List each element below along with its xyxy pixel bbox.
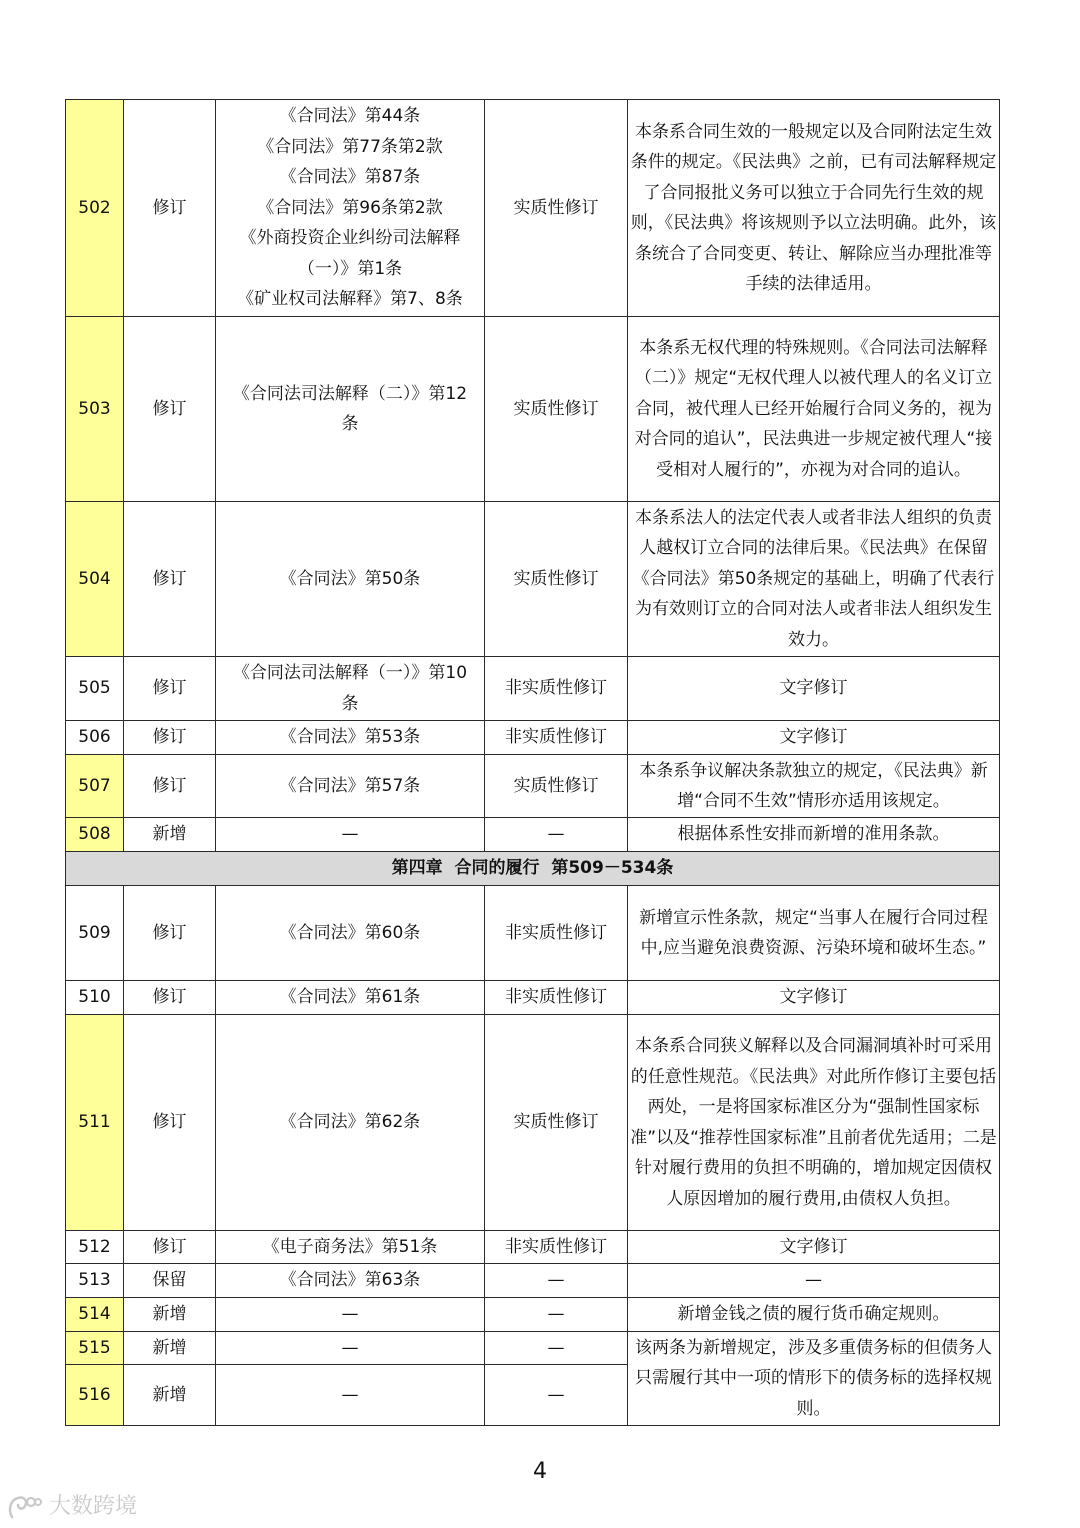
table-row (66, 981, 1000, 1015)
source-line: 《电子商务法》第51条 (262, 1236, 438, 1257)
revision-note: 本条系法人的法定代表人或者非法人组织的负责人越权订立合同的法律后果。《民法典》在保留《合同法》第50条规定的基础上，明确了代表行为有效则订立的合同对法人或者非法人组织发生效力。 (628, 502, 1000, 657)
revision-note: 文字修订 (628, 1231, 1000, 1264)
table-row (66, 1298, 1000, 1332)
article-number: 502 (66, 100, 124, 317)
revision-note: 本条系合同生效的一般规定以及合同附法定生效条件的规定。《民法典》之前，已有司法解释规定了合同报批义务可以独立于合同先行生效的规则，《民法典》将该规则予以立法明确。此外，该条统合了合同变更、转让、解除应当办理批准等手续的法律适用。 (628, 100, 1000, 317)
table-row (66, 100, 1000, 317)
revision-nature: 非实质性修订 (485, 1231, 628, 1264)
watermark-logo-icon (6, 1492, 42, 1522)
revision-type: 修订 (124, 502, 216, 657)
source-line: 《合同法》第63条 (279, 1270, 421, 1291)
table-row (66, 755, 1000, 818)
revision-nature: 非实质性修订 (485, 886, 628, 981)
source-line: 《合同法》第60条 (279, 922, 421, 943)
source-provisions (216, 1015, 485, 1231)
source-provisions (216, 721, 485, 755)
table-row (66, 317, 1000, 502)
source-line: 《合同法司法解释（二）》第12 (232, 383, 468, 404)
article-number: 503 (66, 317, 124, 502)
table-row (66, 1264, 1000, 1298)
revision-note: 文字修订 (628, 657, 1000, 721)
revision-type: 保留 (124, 1264, 216, 1298)
article-number: 516 (66, 1365, 124, 1426)
article-number: 505 (66, 657, 124, 721)
revision-note: 新增金钱之债的履行货币确定规则。 (628, 1298, 1000, 1332)
revision-nature: 实质性修订 (485, 317, 628, 502)
source-line: 《合同法》第53条 (279, 727, 421, 748)
table-row (66, 818, 1000, 852)
revision-note: 根据体系性安排而新增的准用条款。 (628, 818, 1000, 852)
revision-nature: — (485, 1365, 628, 1426)
revision-note: 文字修订 (628, 721, 1000, 755)
watermark-text: 大数跨境 (49, 1494, 138, 1519)
source-line: 《合同法》第77条第2款 (257, 136, 443, 157)
revision-note: — (628, 1264, 1000, 1298)
source-line: 《合同法》第61条 (279, 987, 421, 1008)
source-provisions (216, 1264, 485, 1298)
table-row (66, 1332, 1000, 1365)
source-provisions (216, 1231, 485, 1264)
source-line: 《合同法》第44条 (279, 106, 421, 127)
revision-nature: 非实质性修订 (485, 657, 628, 721)
source-line: 《矿业权司法解释》第7、8条 (237, 289, 463, 310)
chapter-row (66, 852, 1000, 886)
revision-table (65, 99, 1000, 1426)
revision-type: 修订 (124, 1231, 216, 1264)
table-row (66, 502, 1000, 657)
revision-nature: — (485, 1332, 628, 1365)
article-number: 509 (66, 886, 124, 981)
source-line: — (341, 824, 359, 845)
article-number: 512 (66, 1231, 124, 1264)
revision-type: 修订 (124, 886, 216, 981)
revision-nature: 实质性修订 (485, 1015, 628, 1231)
revision-type: 新增 (124, 818, 216, 852)
article-number: 515 (66, 1332, 124, 1365)
table-row (66, 886, 1000, 981)
article-number: 510 (66, 981, 124, 1015)
source-provisions (216, 1298, 485, 1332)
article-number: 513 (66, 1264, 124, 1298)
source-line: 《合同法》第50条 (279, 568, 421, 589)
revision-nature: — (485, 1264, 628, 1298)
article-number: 504 (66, 502, 124, 657)
source-line: — (341, 1337, 359, 1358)
revision-type: 新增 (124, 1365, 216, 1426)
source-line: （一）》第1条 (297, 258, 403, 279)
revision-note: 新增宣示性条款，规定“当事人在履行合同过程中,应当避免浪费资源、污染环境和破坏生态。” (628, 886, 1000, 981)
page-number: 4 (533, 1459, 547, 1484)
revision-type: 修订 (124, 755, 216, 818)
chapter-heading: 第四章 合同的履行 第509－534条 (66, 852, 1000, 886)
source-line: 《合同法》第87条 (279, 167, 421, 188)
revision-type: 修订 (124, 1015, 216, 1231)
article-number: 511 (66, 1015, 124, 1231)
source-provisions (216, 502, 485, 657)
revision-type: 修订 (124, 657, 216, 721)
revision-note: 该两条为新增规定，涉及多重债务标的但债务人只需履行其中一项的情形下的债务标的选择权规则。 (628, 1332, 1000, 1426)
source-line: 《合同法司法解释（一）》第10 (232, 663, 468, 683)
source-provisions (216, 981, 485, 1015)
source-line: — (341, 1304, 359, 1325)
table-row (66, 721, 1000, 755)
table-row (66, 657, 1000, 721)
source-provisions (216, 1365, 485, 1426)
revision-nature: 非实质性修订 (485, 981, 628, 1015)
article-number: 514 (66, 1298, 124, 1332)
revision-nature: 实质性修订 (485, 755, 628, 818)
source-line: 《外商投资企业纠纷司法解释 (239, 228, 461, 249)
table-row (66, 1231, 1000, 1264)
source-line: 条 (341, 414, 359, 434)
source-line: 条 (341, 693, 359, 714)
source-provisions (216, 657, 485, 721)
revision-note: 本条系合同狭义解释以及合同漏洞填补时可采用的任意性规范。《民法典》对此所作修订主要包括两处，一是将国家标准区分为“强制性国家标准”以及“推荐性国家标准”且前者优先适用；二是针对履行费用的负担不明确的，增加规定因债权人原因增加的履行费用,由债权人负担。 (628, 1015, 1000, 1231)
article-number: 506 (66, 721, 124, 755)
revision-note: 文字修订 (628, 981, 1000, 1015)
source-line: 《合同法》第62条 (279, 1112, 421, 1133)
revision-nature: 实质性修订 (485, 100, 628, 317)
revision-nature: — (485, 818, 628, 852)
source-provisions (216, 755, 485, 818)
revision-type: 新增 (124, 1298, 216, 1332)
source-line: 《合同法》第96条第2款 (257, 197, 443, 218)
revision-type: 修订 (124, 100, 216, 317)
source-provisions (216, 1332, 485, 1365)
source-provisions (216, 317, 485, 502)
source-provisions (216, 886, 485, 981)
revision-type: 修订 (124, 317, 216, 502)
revision-type: 新增 (124, 1332, 216, 1365)
source-line: — (341, 1384, 359, 1405)
table-row (66, 1015, 1000, 1231)
source-line: 《合同法》第57条 (279, 775, 421, 796)
revision-note: 本条系争议解决条款独立的规定，《民法典》新增“合同不生效”情形亦适用该规定。 (628, 755, 1000, 818)
revision-type: 修订 (124, 981, 216, 1015)
revision-note: 本条系无权代理的特殊规则。《合同法司法解释（二）》规定“无权代理人以被代理人的名义订立合同，被代理人已经开始履行合同义务的，视为对合同的追认”，民法典进一步规定被代理人“接受相对人履行的”，亦视为对合同的追认。 (628, 317, 1000, 502)
source-provisions (216, 100, 485, 317)
revision-nature: — (485, 1298, 628, 1332)
revision-type: 修订 (124, 721, 216, 755)
revision-nature: 实质性修订 (485, 502, 628, 657)
article-number: 507 (66, 755, 124, 818)
watermark (6, 1489, 137, 1522)
revision-nature: 非实质性修订 (485, 721, 628, 755)
source-provisions (216, 818, 485, 852)
article-number: 508 (66, 818, 124, 852)
